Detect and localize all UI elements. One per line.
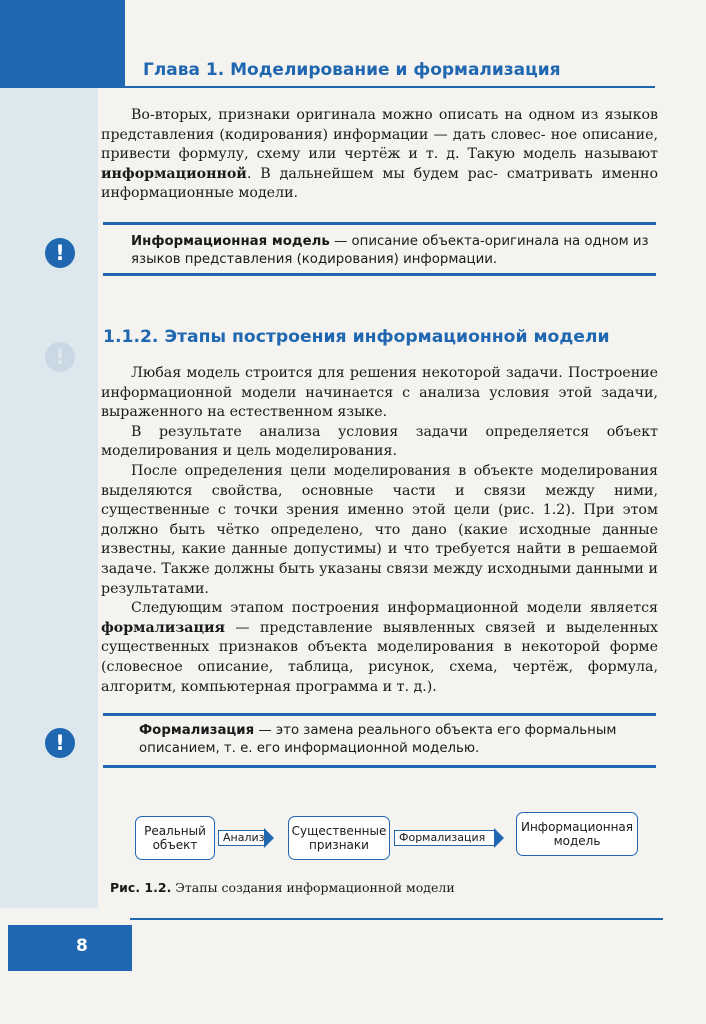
- section-heading: 1.1.2. Этапы построения информационной модели: [103, 327, 610, 347]
- page-number: 8: [76, 936, 88, 956]
- intro-text-4: модель называют: [522, 146, 659, 163]
- definition-information-model: [131, 233, 661, 269]
- intro-text-6: сматривать именно информационные модели.: [101, 165, 658, 202]
- paragraph-4-term: формализация: [101, 619, 225, 636]
- box-information-model: Информационная модель: [516, 812, 638, 856]
- box-essential-features: Существенные признаки: [288, 816, 390, 860]
- header-divider: [125, 86, 655, 88]
- arrow-formalization-label: Формализация: [394, 830, 494, 846]
- definition-formalization: [139, 722, 661, 758]
- definition1-bottom-rule: [103, 273, 656, 276]
- figure-caption: [110, 880, 455, 895]
- definition2-term: Формализация: [139, 723, 255, 738]
- definition1-text: — описание объекта-оригинала на одном из языков представления (кодирования) информации.: [131, 234, 649, 267]
- definition1-top-rule: [103, 222, 656, 225]
- header-color-block: [0, 0, 125, 88]
- paragraph-4-lead: Следующим этапом построения информационной модели является: [131, 600, 658, 617]
- body-text: [101, 364, 658, 697]
- definition2-top-rule: [103, 713, 656, 716]
- box-real-object: Реальный объект: [135, 816, 215, 860]
- arrow-head-icon-2: [494, 828, 504, 848]
- left-margin-strip: [0, 88, 98, 908]
- modeling-stages-diagram: [130, 808, 640, 870]
- arrow-formalization: [394, 828, 504, 848]
- paragraph-1: Любая модель строится для решения некоторой задачи. Построение информационной модели начинается с анализа условия этой задачи, выраженного на естественном языке.: [101, 365, 658, 421]
- paragraph-2: В результате анализа условия задачи определяется объект моделирования и цель моделирования.: [101, 423, 658, 460]
- intro-paragraph: [101, 106, 658, 204]
- faded-exclamation-icon: !: [45, 342, 75, 372]
- figure-label: Рис. 1.2.: [110, 880, 172, 895]
- footer-divider: [130, 918, 663, 920]
- definition2-text: — это замена реального объекта его формальным описанием, т. е. его информационной моделью.: [139, 723, 617, 756]
- intro-text-3: ное описание, привести формулу, схему или чертёж и т. д. Такую: [101, 126, 658, 163]
- arrow-analysis-label: Анализ: [218, 830, 264, 846]
- arrow-analysis: [218, 828, 274, 848]
- exclamation-icon: !: [45, 238, 75, 268]
- intro-text-1: Во-вторых, признаки оригинала можно описать на одном из: [131, 107, 599, 123]
- arrow-head-icon: [264, 828, 274, 848]
- exclamation-icon-2: !: [45, 728, 75, 758]
- figure-caption-text: Этапы создания информационной модели: [171, 880, 455, 895]
- intro-text-2: языков представления (кодирования) информации — дать словес-: [101, 107, 658, 143]
- footer-color-block: [8, 925, 132, 971]
- definition2-bottom-rule: [103, 765, 656, 768]
- chapter-title: Глава 1. Моделирование и формализация: [143, 60, 561, 80]
- intro-term: информационной: [101, 165, 247, 182]
- paragraph-4: [101, 599, 658, 697]
- intro-text-5: . В дальнейшем мы будем рас-: [246, 165, 498, 182]
- paragraph-4-rest: — представление выявленных связей и выделенных существенных признаков объекта моделирования в некоторой форме (словесное описание, таблица, рисунок, схема, чертёж, формула, алгоритм, компьютерная программа и т. д.).: [101, 619, 658, 695]
- definition1-term: Информационная модель: [131, 234, 330, 249]
- paragraph-3: После определения цели моделирования в объекте моделирования выделяются свойства, основные части и связи между ними, существенные с точки зрения именно этой цели (рис. 1.2). При этом должно быть чётко определено, что дано (какие исходные данные известны, какие данные допустимы) и что требуется найти в решаемой задаче. Также должны быть указаны связи между исходными данными и результатами.: [101, 462, 658, 597]
